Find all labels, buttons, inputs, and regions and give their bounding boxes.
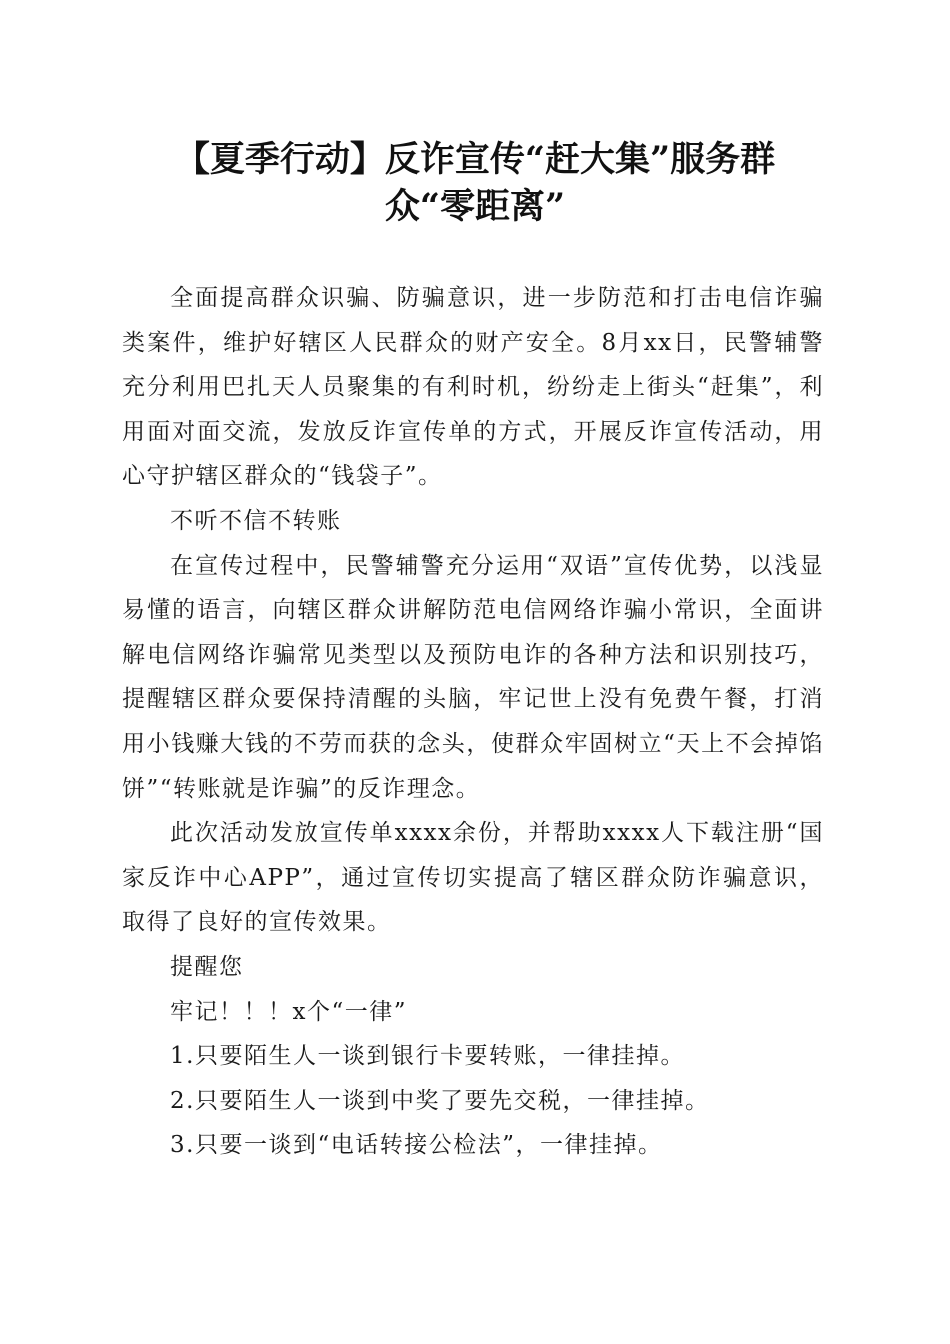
paragraph-activity-result: 此次活动发放宣传单xxxx余份，并帮助xxxx人下载注册“国家反诈中心APP”，通过宣传切实提高了辖区群众防诈骗意识，取得了良好的宣传效果。 bbox=[122, 820, 824, 936]
paragraph-remember-rules: 牢记！！！x个“一律” bbox=[170, 998, 407, 1025]
paragraph-reminder: 提醒您 bbox=[170, 953, 244, 980]
paragraph-intro: 全面提高群众识骗、防骗意识，进一步防范和打击电信诈骗类案件，维护好辖区人民群众的财产安全。8月xx日，民警辅警充分利用巴扎天人员聚集的有利时机，纷纷走上街头“赶集”，利用面对面交流，发放反诈宣传单的方式，开展反诈宣传活动，用心守护辖区群众的“钱袋子”。 bbox=[122, 285, 824, 490]
list-item-rule-2: 2.只要陌生人一谈到中奖了要先交税，一律挂掉。 bbox=[170, 1087, 710, 1114]
paragraph-publicity-process: 在宣传过程中，民警辅警充分运用“双语”宣传优势，以浅显易懂的语言，向辖区群众讲解防范电信网络诈骗小常识，全面讲解电信网络诈骗常见类型以及预防电诈的各种方法和识别技巧，提醒辖区群众要保持清醒的头脑，牢记世上没有免费午餐，打消用小钱赚大钱的不劳而获的念头，使群众牢固树立“天上不会掉馅饼”“转账就是诈骗”的反诈理念。 bbox=[122, 552, 824, 802]
paragraph-subheading-no-transfer: 不听不信不转账 bbox=[170, 507, 342, 534]
list-item-rule-3: 3.只要一谈到“电话转接公检法”，一律挂掉。 bbox=[170, 1132, 663, 1159]
title-line-1: 【夏季行动】反诈宣传“赶大集”服务群 bbox=[174, 139, 776, 180]
document-title bbox=[120, 136, 830, 230]
list-item-rule-1: 1.只要陌生人一谈到银行卡要转账，一律挂掉。 bbox=[170, 1043, 685, 1070]
document-body bbox=[122, 276, 824, 1168]
title-line-2: 众“零距离” bbox=[384, 186, 566, 227]
